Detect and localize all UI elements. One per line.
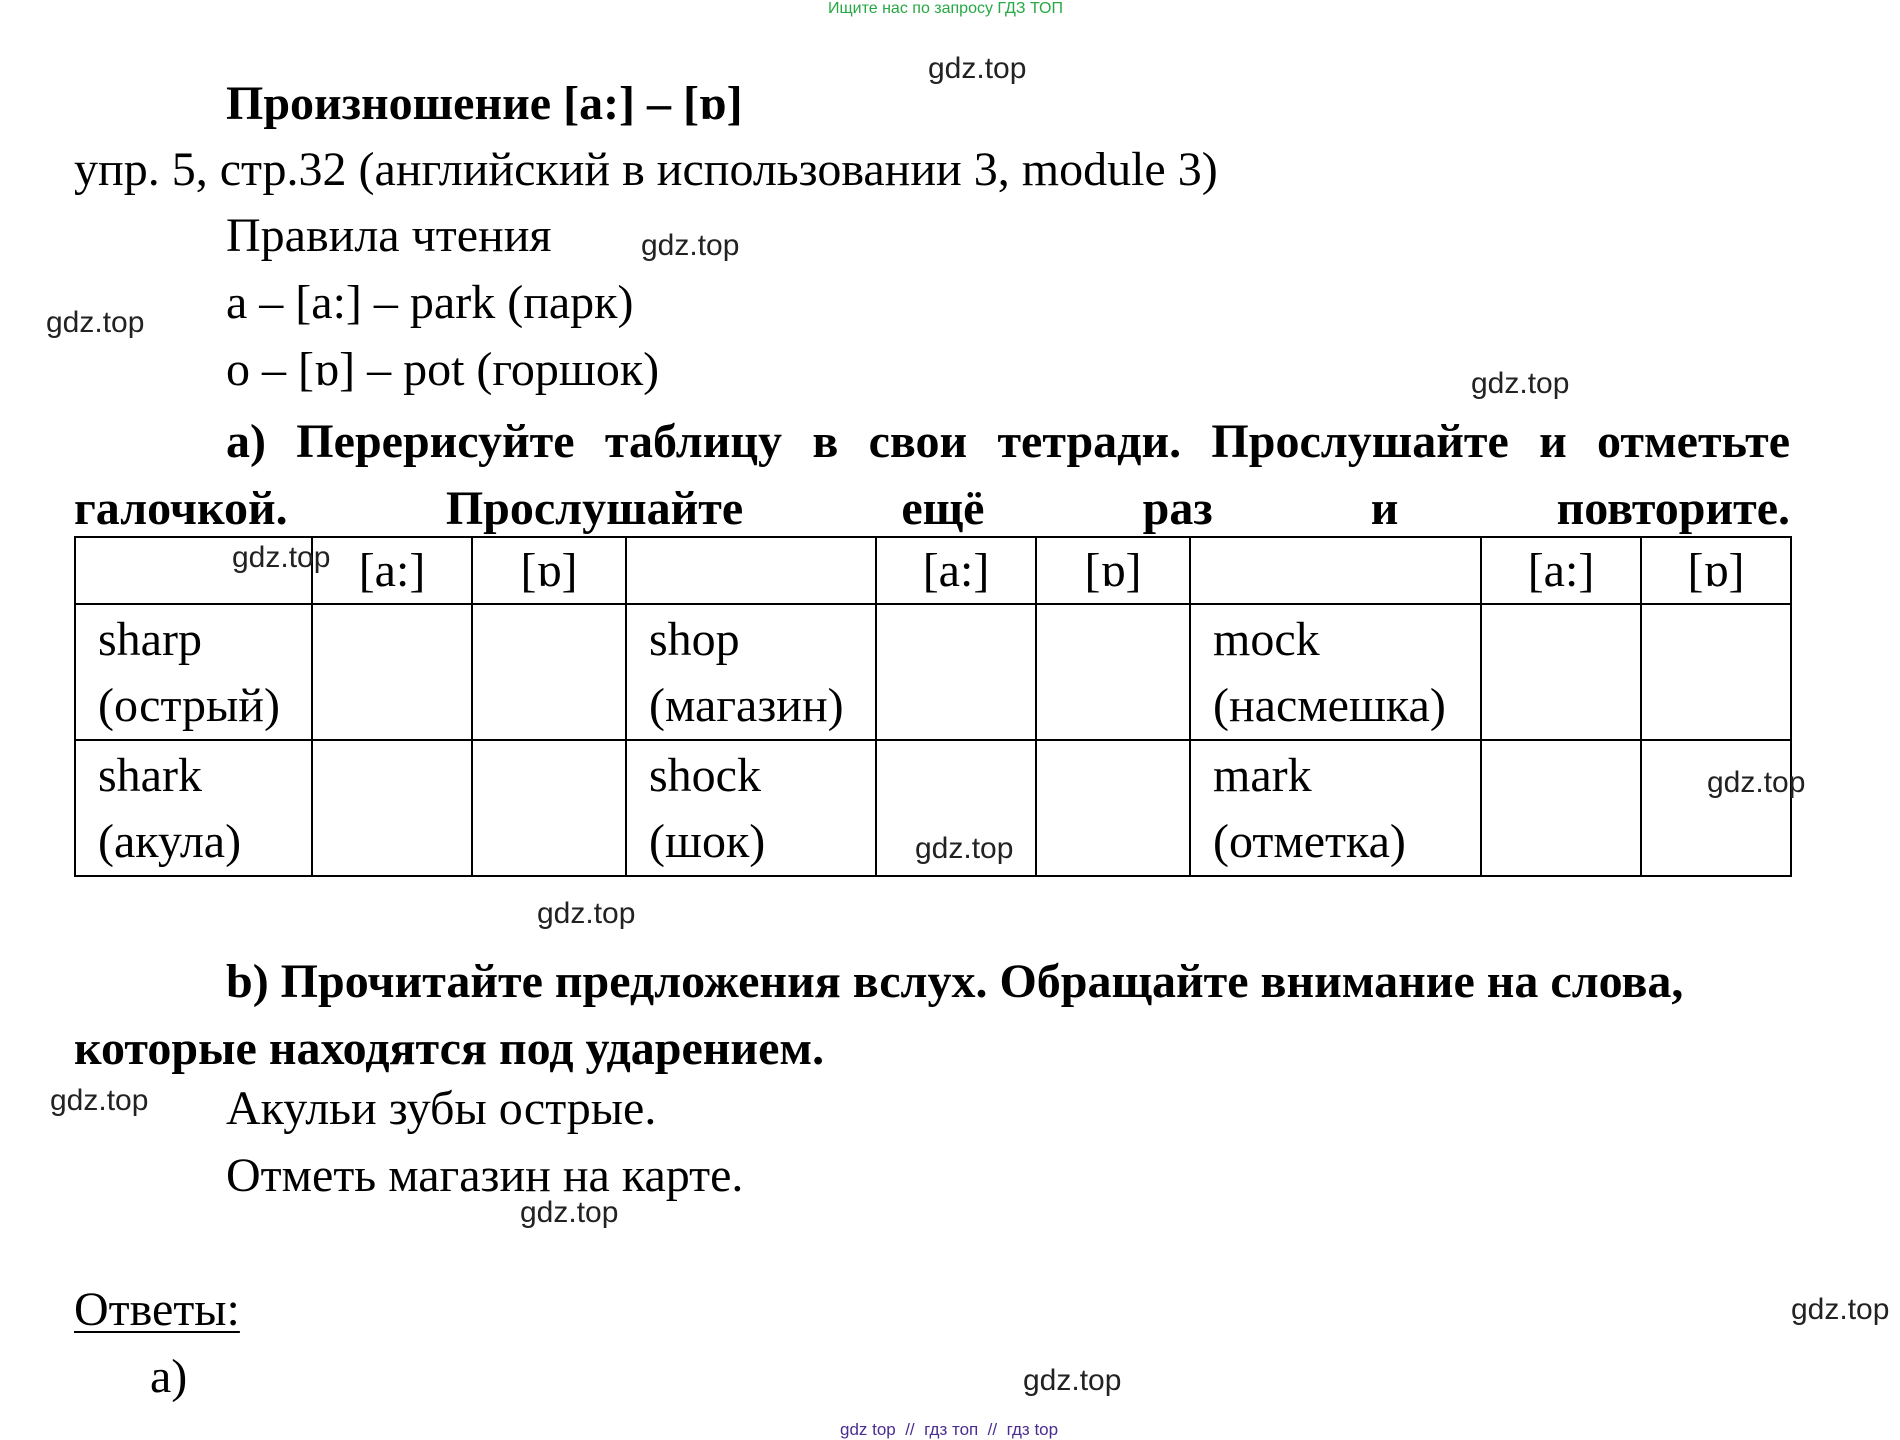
word-translation: (насмешка) (1213, 679, 1446, 732)
top-banner-text: Ищите нас по запросу ГДЗ ТОП (828, 0, 1063, 17)
word-cell (1190, 604, 1481, 740)
check-cell-o (1036, 740, 1190, 876)
check-cell-o (1641, 740, 1791, 876)
watermark-text: gdz.top (1707, 766, 1806, 799)
table-header-row (75, 537, 1791, 604)
check-cell-o (472, 604, 626, 740)
watermark-text: gdz.top (537, 897, 636, 930)
word-translation: (острый) (98, 679, 280, 732)
header-sound-a: [a:] (312, 537, 472, 604)
word-translation: (шок) (649, 815, 766, 868)
watermark-text: gdz.top (520, 1196, 619, 1229)
watermark-text: gdz.top (928, 52, 1027, 85)
check-cell-a (1481, 740, 1641, 876)
page-title: Произношение [a:] – [ɒ] (226, 77, 743, 130)
word: mock (1213, 613, 1320, 666)
watermark-text: gdz.top (1791, 1293, 1890, 1326)
task-b-instruction: b) Прочитайте предложения вслух. Обращайте внимание на слова, которые находятся под ударением. (74, 955, 1684, 1075)
phonetics-table (74, 536, 1792, 877)
sentence-2: Отметь магазин на карте. (226, 1149, 744, 1202)
header-sound-a: [a:] (1481, 537, 1641, 604)
check-cell-a (312, 604, 472, 740)
header-empty-cell (1190, 537, 1481, 604)
task-a-instruction: a) Перерисуйте таблицу в свои тетради. Прослушайте и отметьте галочкой. Прослушайте ещё раз и повторите. (74, 415, 1790, 535)
header-sound-o: [ɒ] (1641, 537, 1791, 604)
rule-a: a – [a:] – park (парк) (226, 276, 634, 329)
answer-a-label: a) (150, 1350, 188, 1403)
word-translation: (акула) (98, 815, 242, 868)
watermark-text: gdz.top (50, 1084, 149, 1117)
watermark-text: gdz.top (46, 306, 145, 339)
check-cell-o (1641, 604, 1791, 740)
word-cell (75, 604, 312, 740)
word-cell (626, 740, 876, 876)
word-cell (75, 740, 312, 876)
watermark-text: gdz.top (641, 229, 740, 262)
check-cell-a (312, 740, 472, 876)
check-cell-a (1481, 604, 1641, 740)
header-empty-cell (626, 537, 876, 604)
rules-heading: Правила чтения (226, 209, 552, 262)
word-cell (1190, 740, 1481, 876)
exercise-reference: упр. 5, стр.32 (английский в использовании 3, module 3) (74, 143, 1218, 196)
word-translation: (отметка) (1213, 815, 1406, 868)
header-sound-o: [ɒ] (472, 537, 626, 604)
watermark-text: gdz.top (1023, 1364, 1122, 1397)
table-row (75, 604, 1791, 740)
watermark-text: gdz.top (915, 832, 1014, 865)
check-cell-o (472, 740, 626, 876)
watermark-text: gdz.top (232, 541, 331, 574)
check-cell-a (876, 604, 1036, 740)
word-cell (626, 604, 876, 740)
word: shop (649, 613, 740, 666)
word: mark (1213, 749, 1312, 802)
word: shock (649, 749, 761, 802)
word: sharp (98, 613, 202, 666)
word: shark (98, 749, 202, 802)
check-cell-o (1036, 604, 1190, 740)
watermark-text: gdz.top (1471, 367, 1570, 400)
rule-o: o – [ɒ] – pot (горшок) (226, 343, 660, 396)
bottom-banner-text: gdz top // гдз топ // гдз top (840, 1420, 1059, 1439)
word-translation: (магазин) (649, 679, 844, 732)
header-sound-o: [ɒ] (1036, 537, 1190, 604)
answers-label: Ответы: (74, 1283, 240, 1336)
sentence-1: Акульи зубы острые. (226, 1082, 657, 1135)
header-sound-a: [a:] (876, 537, 1036, 604)
